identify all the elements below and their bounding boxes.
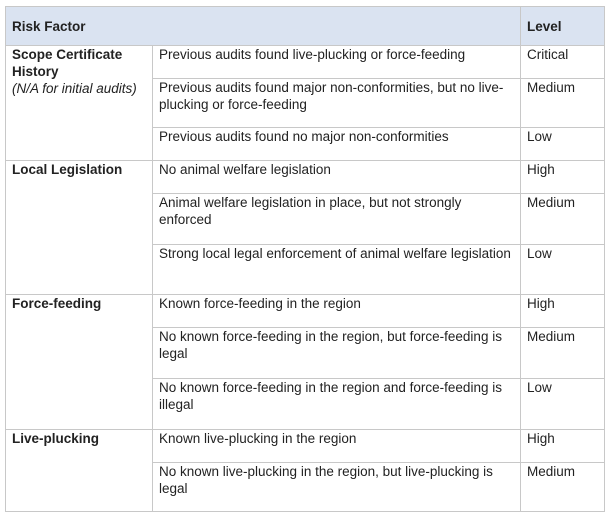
- risk-level-cell: High: [521, 161, 605, 194]
- risk-level-cell: High: [521, 295, 605, 328]
- table-row: [6, 161, 605, 194]
- risk-factor-header: Risk Factor: [6, 7, 521, 46]
- table-row: [6, 295, 605, 328]
- risk-factor-cell: [6, 295, 153, 430]
- risk-factor-name: Live-plucking: [12, 431, 100, 446]
- risk-level-cell: Medium: [521, 328, 605, 379]
- risk-description-cell: Known live-plucking in the region: [153, 430, 521, 463]
- table-row: [6, 46, 605, 79]
- risk-description-cell: Strong local legal enforcement of animal welfare legislation: [153, 245, 521, 295]
- risk-level-cell: Medium: [521, 194, 605, 245]
- risk-level-cell: Low: [521, 128, 605, 161]
- risk-description-cell: Previous audits found major non-conformities, but no live-plucking or force-feeding: [153, 79, 521, 128]
- risk-description-cell: Animal welfare legislation in place, but not strongly enforced: [153, 194, 521, 245]
- risk-description-cell: Previous audits found live-plucking or force-feeding: [153, 46, 521, 79]
- risk-description-cell: Known force-feeding in the region: [153, 295, 521, 328]
- risk-description-cell: Previous audits found no major non-conformities: [153, 128, 521, 161]
- risk-factor-name: Force-feeding: [12, 296, 102, 311]
- risk-factor-cell: [6, 430, 153, 512]
- risk-description-cell: No known live-plucking in the region, but live-plucking is legal: [153, 463, 521, 512]
- risk-level-cell: Medium: [521, 79, 605, 128]
- table-body: [6, 46, 605, 512]
- table-header: [6, 7, 605, 46]
- risk-description-cell: No known force-feeding in the region, but force-feeding is legal: [153, 328, 521, 379]
- risk-level-cell: High: [521, 430, 605, 463]
- risk-level-cell: Medium: [521, 463, 605, 512]
- risk-level-cell: Low: [521, 245, 605, 295]
- risk-factor-name: Local Legislation: [12, 162, 123, 177]
- risk-factor-table: [5, 6, 605, 512]
- risk-factor-note: (N/A for initial audits): [12, 81, 137, 96]
- risk-description-cell: No animal welfare legislation: [153, 161, 521, 194]
- level-header: Level: [521, 7, 605, 46]
- risk-description-cell: No known force-feeding in the region and force-feeding is illegal: [153, 379, 521, 430]
- risk-factor-cell: [6, 46, 153, 161]
- risk-factor-cell: [6, 161, 153, 295]
- risk-level-cell: Low: [521, 379, 605, 430]
- header-row: [6, 7, 605, 46]
- risk-level-cell: Critical: [521, 46, 605, 79]
- table-row: [6, 430, 605, 463]
- risk-factor-name: Scope Certificate History: [12, 47, 123, 79]
